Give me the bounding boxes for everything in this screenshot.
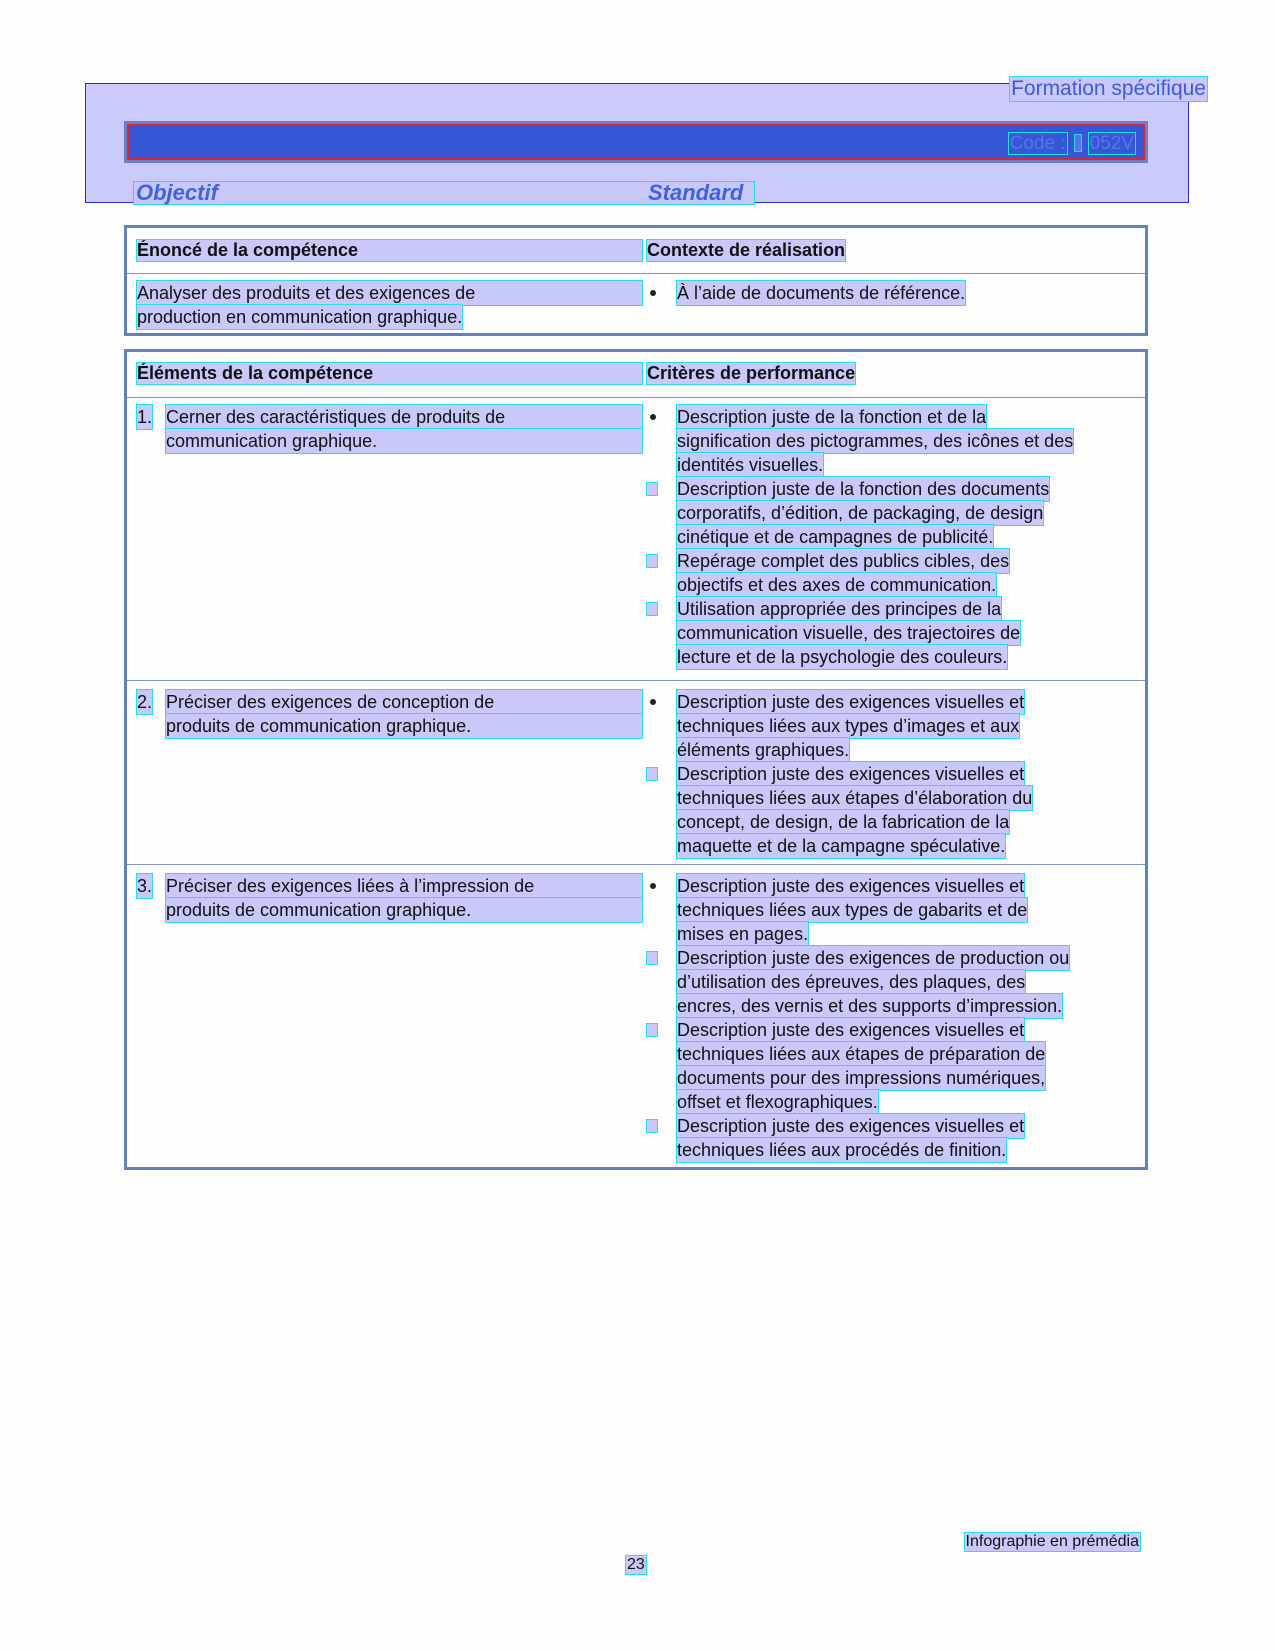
element-line: Préciser des exigences liées à l’impression de bbox=[166, 874, 642, 898]
element-line: produits de communication graphique. bbox=[166, 714, 642, 738]
criterion-line: Description juste des exigences visuelles et bbox=[677, 764, 1025, 784]
enonce-line: production en communication graphique. bbox=[137, 307, 463, 327]
elements-heading: Éléments de la compétence bbox=[137, 363, 642, 384]
criterion-line: Description juste des exigences visuelles et bbox=[677, 692, 1025, 712]
criterion-line: corporatifs, d’édition, de packaging, de design bbox=[677, 503, 1044, 523]
code-bar bbox=[124, 121, 1148, 163]
bullet-icon bbox=[650, 883, 656, 889]
elements-table bbox=[124, 349, 1148, 1170]
criterion-line: techniques liées aux procédés de finition. bbox=[677, 1140, 1007, 1160]
bullet-icon bbox=[647, 952, 657, 964]
criterion-line: objectifs et des axes de communication. bbox=[677, 575, 997, 595]
element-cell bbox=[137, 874, 642, 922]
competence-table bbox=[124, 225, 1148, 336]
element-line: communication graphique. bbox=[166, 429, 642, 453]
bullet-icon bbox=[647, 1120, 657, 1132]
code-label: Code : bbox=[1009, 133, 1066, 154]
element-number: 1. bbox=[137, 407, 153, 427]
element-line: produits de communication graphique. bbox=[166, 898, 642, 922]
criterion-line: Description juste des exigences visuelles et bbox=[677, 1020, 1025, 1040]
criterion-line: Utilisation appropriée des principes de la bbox=[677, 599, 1002, 619]
criterion-line: documents pour des impressions numériques, bbox=[677, 1068, 1046, 1088]
enonce-text bbox=[137, 281, 642, 329]
list-item bbox=[647, 1018, 1069, 1114]
list-item bbox=[647, 597, 1073, 669]
code-value: 052V bbox=[1089, 133, 1134, 154]
criterion-line: Description juste des exigences de production ou bbox=[677, 948, 1070, 968]
element-number: 2. bbox=[137, 692, 153, 712]
enonce-line: Analyser des produits et des exigences de bbox=[137, 281, 642, 305]
criterion-line: techniques liées aux types de gabarits et de bbox=[677, 900, 1028, 920]
element-cell bbox=[137, 405, 642, 453]
list-item bbox=[647, 1114, 1069, 1162]
element-line: Préciser des exigences de conception de bbox=[166, 690, 642, 714]
criterion-line: Description juste de la fonction et de la bbox=[677, 407, 987, 427]
criterion-line: identités visuelles. bbox=[677, 455, 824, 475]
criterion-line: Repérage complet des publics cibles, des bbox=[677, 551, 1010, 571]
element-number: 3. bbox=[137, 876, 153, 896]
list-item bbox=[647, 946, 1069, 1018]
criteria-list bbox=[647, 874, 1069, 1162]
code-separator bbox=[1075, 135, 1081, 151]
list-item bbox=[647, 405, 1073, 477]
criterion-line: lecture et de la psychologie des couleurs. bbox=[677, 647, 1008, 667]
standard-heading: Standard bbox=[648, 180, 744, 205]
objectif-heading: Objectif bbox=[136, 180, 218, 205]
code-bar-inner bbox=[127, 124, 1145, 160]
criterion-line: concept, de design, de la fabrication de la bbox=[677, 812, 1010, 832]
code-text bbox=[1009, 133, 1135, 155]
list-item bbox=[647, 874, 1069, 946]
criterion-line: éléments graphiques. bbox=[677, 740, 850, 760]
bullet-icon bbox=[650, 414, 656, 420]
table-row bbox=[127, 680, 1145, 864]
criterion-line: techniques liées aux types d’images et aux bbox=[677, 716, 1020, 736]
list-item bbox=[647, 690, 1032, 762]
contexte-heading: Contexte de réalisation bbox=[647, 240, 846, 260]
program-label: Formation spécifique bbox=[1011, 77, 1206, 100]
list-item bbox=[647, 549, 1073, 597]
list-item bbox=[647, 281, 965, 305]
bullet-icon bbox=[647, 555, 657, 567]
table-row bbox=[127, 864, 1145, 1165]
competence-table-header bbox=[127, 228, 1145, 273]
competence-table-body bbox=[127, 273, 1145, 334]
list-item bbox=[647, 477, 1073, 549]
footer-program-name: Infographie en prémédia bbox=[965, 1533, 1139, 1550]
criteres-heading: Critères de performance bbox=[647, 363, 856, 383]
bullet-icon bbox=[650, 699, 656, 705]
criterion-line: À l’aide de documents de référence. bbox=[677, 283, 966, 303]
table-row bbox=[127, 397, 1145, 680]
criterion-line: Description juste de la fonction des documents bbox=[677, 479, 1050, 499]
criterion-line: techniques liées aux étapes de préparation de bbox=[677, 1044, 1046, 1064]
bullet-icon bbox=[647, 1024, 657, 1036]
criterion-line: Description juste des exigences visuelles et bbox=[677, 876, 1025, 896]
criterion-line: techniques liées aux étapes d’élaboration du bbox=[677, 788, 1033, 808]
element-cell bbox=[137, 690, 642, 738]
criteria-list bbox=[647, 405, 1073, 669]
elements-table-header bbox=[127, 352, 1145, 397]
criterion-line: cinétique et de campagnes de publicité. bbox=[677, 527, 994, 547]
criterion-line: Description juste des exigences visuelles et bbox=[677, 1116, 1025, 1136]
element-line: Cerner des caractéristiques de produits de bbox=[166, 405, 642, 429]
criterion-line: mises en pages. bbox=[677, 924, 809, 944]
criterion-line: offset et flexographiques. bbox=[677, 1092, 878, 1112]
bullet-icon bbox=[647, 483, 657, 495]
criterion-line: communication visuelle, des trajectoires de bbox=[677, 623, 1021, 643]
contexte-list bbox=[647, 281, 965, 305]
bullet-icon bbox=[650, 290, 656, 296]
bullet-icon bbox=[647, 603, 657, 615]
criterion-line: signification des pictogrammes, des icônes et des bbox=[677, 431, 1074, 451]
criteria-list bbox=[647, 690, 1032, 858]
enonce-heading: Énoncé de la compétence bbox=[137, 240, 642, 261]
list-item bbox=[647, 762, 1032, 858]
criterion-line: encres, des vernis et des supports d’impression. bbox=[677, 996, 1063, 1016]
criterion-line: maquette et de la campagne spéculative. bbox=[677, 836, 1006, 856]
page-number: 23 bbox=[627, 1556, 645, 1573]
bullet-icon bbox=[647, 768, 657, 780]
criterion-line: d’utilisation des épreuves, des plaques, des bbox=[677, 972, 1026, 992]
